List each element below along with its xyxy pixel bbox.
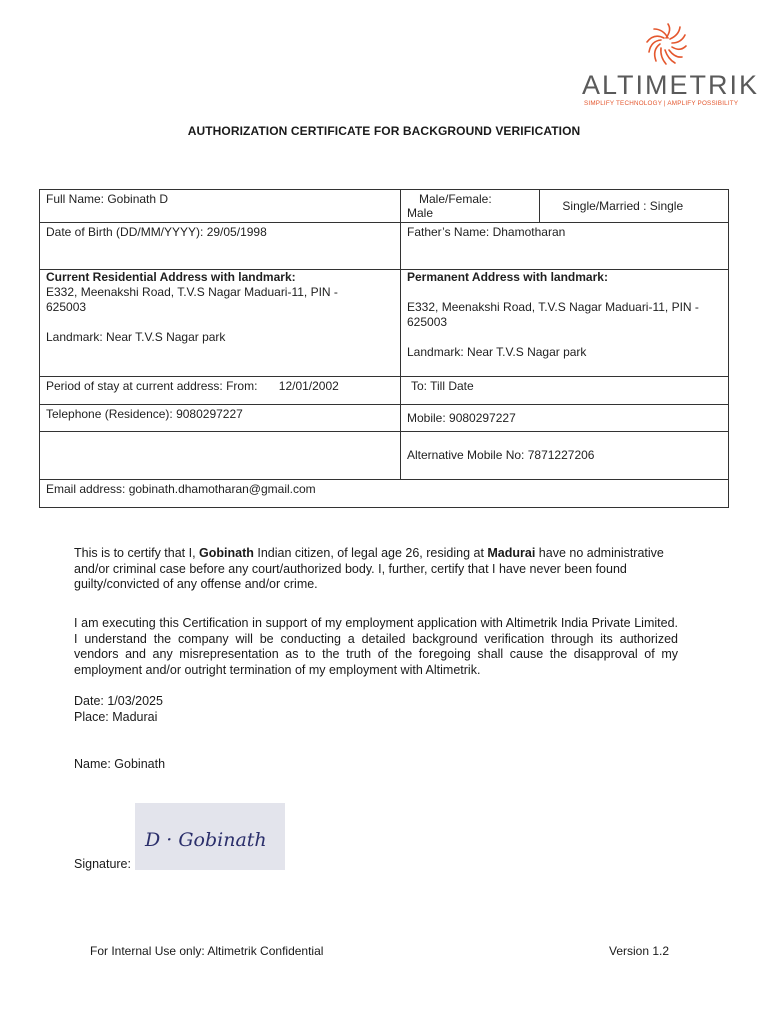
full-name-cell <box>40 190 401 223</box>
gender-value: Male <box>407 206 434 220</box>
permanent-address: E332, Meenakshi Road, T.V.S Nagar Maduari-11, PIN - 625003 <box>407 300 699 329</box>
current-address-cell <box>40 270 401 377</box>
empty-cell <box>40 432 401 480</box>
cert-place: Madurai <box>487 546 536 560</box>
permanent-landmark: Landmark: Near T.V.S Nagar park <box>407 345 587 359</box>
footer-version: Version 1.2 <box>609 944 670 958</box>
telephone: Telephone (Residence): 9080297227 <box>46 407 243 421</box>
current-address: E332, Meenakshi Road, T.V.S Nagar Maduari-11, PIN - 625003 <box>46 285 338 314</box>
handwritten-signature: D · Gobinath <box>145 829 267 851</box>
date-line: Date: 1/03/2025 <box>74 694 163 708</box>
company-logo <box>582 22 760 112</box>
gender-label: Male/Female: <box>419 192 492 206</box>
current-landmark: Landmark: Near T.V.S Nagar park <box>46 330 226 344</box>
name-line: Name: Gobinath <box>74 757 166 771</box>
place-line: Place: Madurai <box>74 710 158 724</box>
date-of-birth: Date of Birth (DD/MM/YYYY): 29/05/1998 <box>46 225 267 239</box>
stay-from-label: Period of stay at current address: From: <box>46 379 258 393</box>
certification-paragraph <box>74 546 678 593</box>
current-address-label: Current Residential Address with landmark: <box>46 270 296 284</box>
mobile-cell <box>401 405 729 432</box>
logo-wordmark: ALTIMETRIK <box>582 70 760 100</box>
mobile: Mobile: 9080297227 <box>407 410 516 425</box>
signature-image <box>135 803 285 870</box>
footer-confidential: For Internal Use only: Altimetrik Confidential <box>90 944 324 958</box>
signature-label: Signature: <box>74 857 131 871</box>
marital-status: Single/Married : Single <box>562 198 684 213</box>
cert-text-2: Indian citizen, of legal age 26, residing at <box>253 546 488 560</box>
father-cell <box>401 223 729 270</box>
applicant-info-table <box>39 189 729 508</box>
alt-mobile-cell <box>401 432 729 480</box>
logo-tagline: SIMPLIFY TECHNOLOGY | AMPLIFY POSSIBILITY <box>584 100 739 107</box>
stay-to: To: Till Date <box>411 379 474 393</box>
gender-cell <box>401 190 540 223</box>
cert-text-3: have no administrative and/or criminal case before any court/authorized body. I, further, certify that I have never been found guilty/convicted of any offense and/or crime. <box>74 546 664 592</box>
email-cell <box>40 480 729 508</box>
telephone-cell <box>40 405 401 432</box>
stay-from-cell <box>40 377 401 405</box>
father-name: Father’s Name: Dhamotharan <box>407 225 566 239</box>
permanent-address-label: Permanent Address with landmark: <box>407 270 608 284</box>
cert-text-1: This is to certify that I, <box>74 546 200 560</box>
marital-cell <box>540 190 729 223</box>
document-title: AUTHORIZATION CERTIFICATE FOR BACKGROUND VERIFICATION <box>187 124 581 138</box>
full-name: Full Name: Gobinath D <box>46 192 169 206</box>
email: Email address: gobinath.dhamotharan@gmail.com <box>46 482 316 496</box>
alternative-mobile: Alternative Mobile No: 7871227206 <box>407 448 595 462</box>
employment-paragraph: I am executing this Certification in support of my employment application with Altimetrik India Private Limited. I understand the company will be conducting a detailed background verification through its authorized vendors and any misrepresentation as to the truth of the foregoing shall cause the disapproval of my employment and/or outright termination of my employment with Altimetrik. <box>74 616 678 677</box>
sunburst-logo-icon <box>644 22 688 66</box>
cert-name: Gobinath <box>199 546 254 560</box>
stay-from-date: 12/01/2002 <box>278 379 339 393</box>
dob-cell <box>40 223 401 270</box>
permanent-address-cell <box>401 270 729 377</box>
stay-to-cell <box>401 377 729 405</box>
